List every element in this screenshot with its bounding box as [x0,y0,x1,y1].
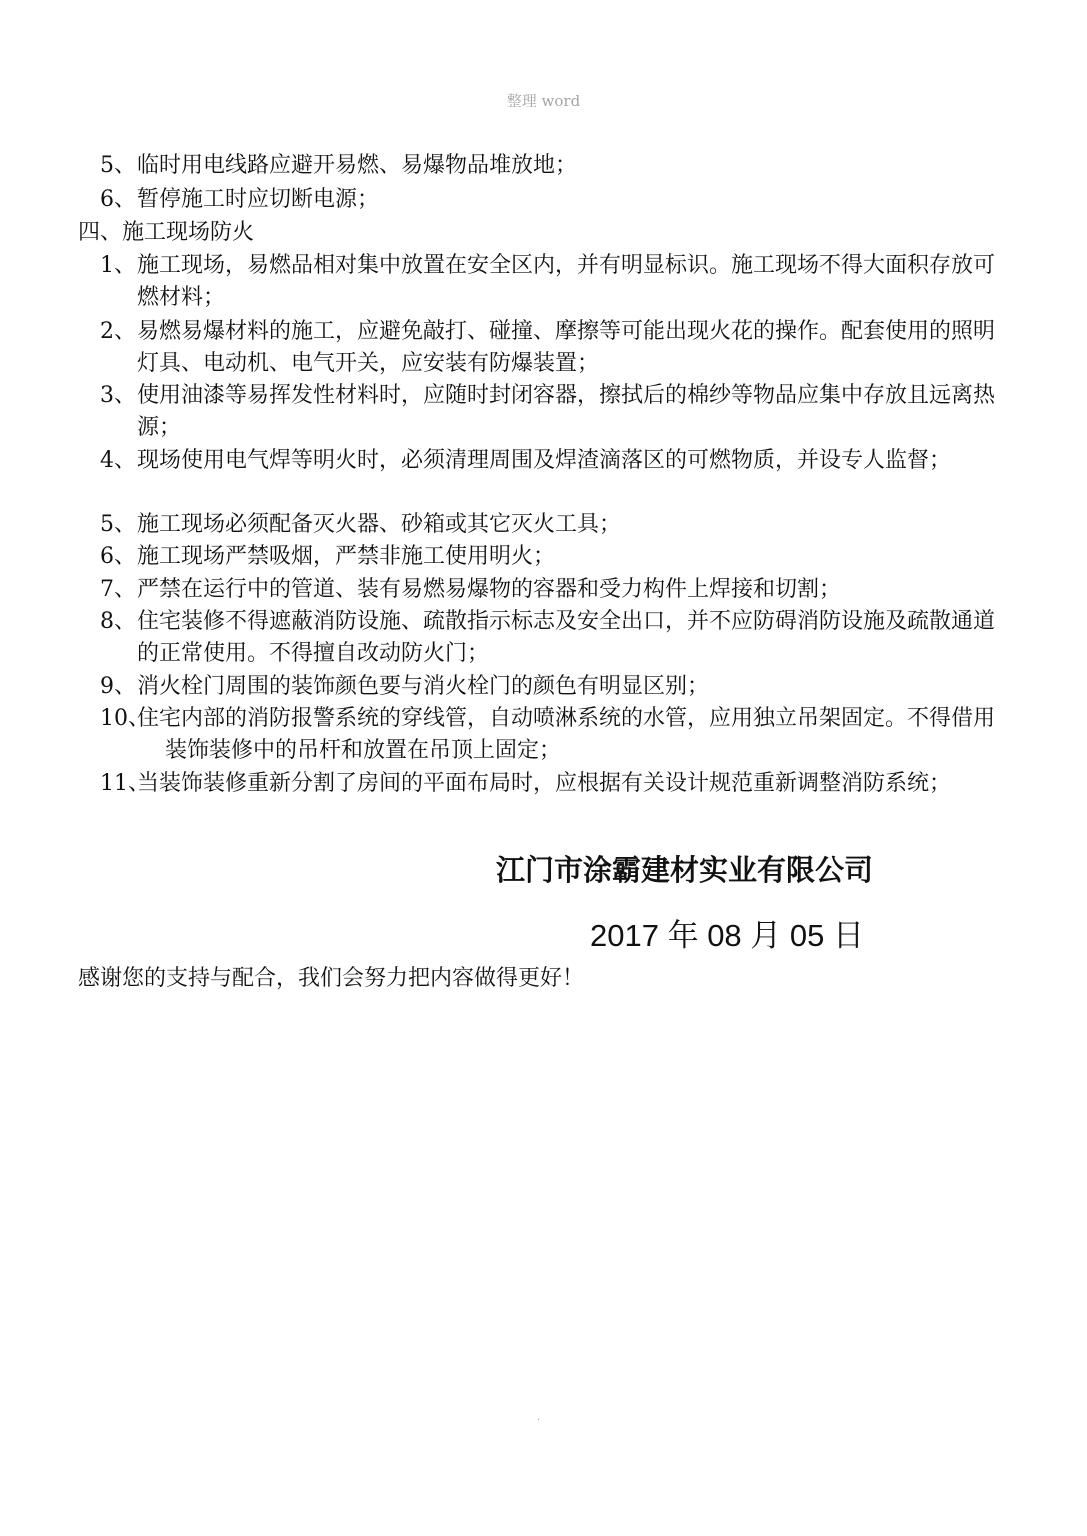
list-item-text: 住宅装修不得遮蔽消防设施、疏散指示标志及安全出口，并不应防碍消防设施及疏散通道的正常使用。不得擅自改动防火门； [137,609,996,666]
list-item-text: 暂停施工时应切断电源； [137,187,380,212]
header-watermark: 整理 word [506,92,581,110]
list-item-number: 3、 [100,383,136,408]
list-item-text: 当装饰装修重新分割了房间的平面布局时，应根据有关设计规范重新调整消防系统； [137,771,952,796]
list-item-number: 6、 [100,187,136,212]
list-item-number: 10、 [100,706,150,731]
list-item-text: 施工现场严禁吸烟，严禁非施工使用明火； [137,544,556,569]
list-item-number: 5、 [100,512,136,537]
list-item-text: 消火栓门周围的装饰颜色要与消火栓门的颜色有明显区别； [137,674,710,699]
section-heading: 四、施工现场防火 [78,220,255,245]
list-item-number: 2、 [100,319,136,344]
closing-note: 感谢您的支持与配合，我们会努力把内容做得更好！ [78,966,585,991]
list-item-text: 易燃易爆材料的施工，应避免敲打、碰撞、摩擦等可能出现火花的操作。配套使用的照明灯具、电动机、电气开关，应安装有防爆装置； [137,319,996,376]
list-item-number: 1、 [100,253,136,278]
list-item-number: 8、 [100,609,136,634]
list-item-number: 5、 [100,153,136,178]
list-item-text: 现场使用电气焊等明火时，必须清理周围及焊渣滴落区的可燃物质，并设专人监督； [137,448,952,473]
list-item-number: 7、 [100,577,136,602]
list-item-text: 施工现场，易燃品相对集中放置在安全区内，并有明显标识。施工现场不得大面积存放可燃材料； [137,253,996,310]
footer-mark: . [537,1412,541,1423]
company-name: 江门市涂霸建材实业有限公司 [496,853,874,887]
list-item-text: 施工现场必须配备灭火器、砂箱或其它灭火工具； [137,512,622,537]
list-item-text: 严禁在运行中的管道、装有易燃易爆物的容器和受力构件上焊接和切割； [137,577,842,602]
list-item-number: 11、 [100,771,150,796]
list-item-number: 6、 [100,544,136,569]
list-item-text: 使用油漆等易挥发性材料时，应随时封闭容器，擦拭后的棉纱等物品应集中存放且远离热源； [137,383,996,440]
list-item-text: 住宅内部的消防报警系统的穿线管，自动喷淋系统的水管，应用独立吊架固定。不得借用装饰装修中的吊杆和放置在吊顶上固定； [137,706,996,763]
signature-date: 2017 年 08 月 05 日 [590,918,864,953]
list-item-text: 临时用电线路应避开易燃、易爆物品堆放地； [137,153,578,178]
list-item-number: 9、 [100,674,136,699]
list-item-number: 4、 [100,448,136,473]
